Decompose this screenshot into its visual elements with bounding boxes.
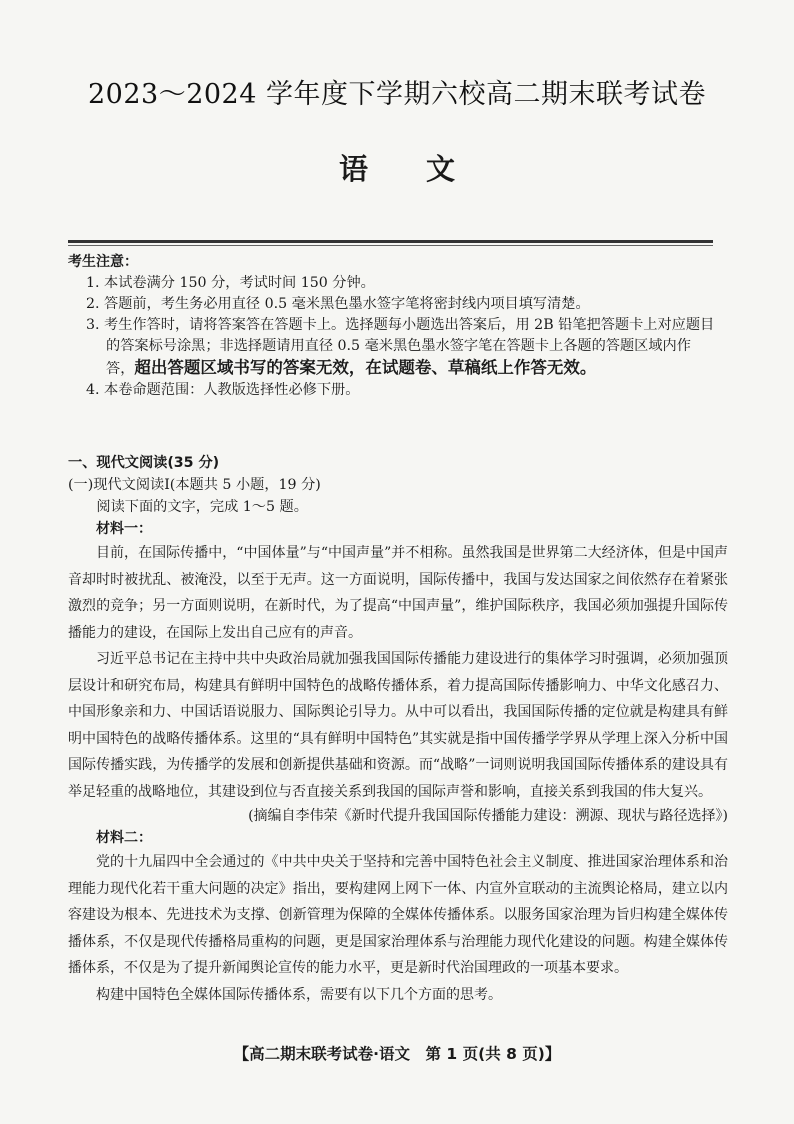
material-2-label: 材料二： — [96, 830, 152, 846]
notice-heading: 考生注意： — [68, 254, 138, 270]
candidate-notice — [68, 252, 718, 401]
material-2-paragraph-1: 党的十九届四中全会通过的《中共中央关于坚持和完善中国特色社会主义制度、推进国家治理体系和治理能力现代化若干重大问题的决定》指出，要构建网上网下一体、内宣外宣联动的主流舆论格局，建立以内容建设为根本、先进技术为支撑、创新管理为保障的全媒体传播体系。以服务国家治理为旨归构建全媒体传播体系，不仅是现代传播格局重构的问题，更是国家治理体系与治理能力现代化建设的问题。构建全媒体传播体系，不仅是为了提升新闻舆论宣传的能力水平，更是新时代治国理政的一项基本要求。 — [68, 854, 728, 976]
section-heading: 一、现代文阅读(35 分) — [68, 455, 220, 471]
material-2-paragraph-2: 构建中国特色全媒体国际传播体系，需要有以下几个方面的思考。 — [96, 986, 502, 1003]
subsection-heading: (一)现代文阅读Ⅰ(本题共 5 小题，19 分) — [68, 477, 321, 493]
material-1-paragraph-2: 习近平总书记在主持中共中央政治局就加强我国国际传播能力建设进行的集体学习时强调，必须加强顶层设计和研究布局，构建具有鲜明中国特色的战略传播体系，着力提高国际传播影响力、中华文化感召力、中国形象亲和力、中国话语说服力、国际舆论引导力。从中可以看出，我国国际传播的定位就是构建具有鲜明中国特色的战略传播体系。这里的“具有鲜明中国特色”其实就是指中国传播学学界从学理上深入分析中国国际传播实践，为传播学的发展和创新提供基础和资源。而“战略”一词则说明我国国际传播体系的建设具有举足轻重的战略地位，其建设到位与否直接关系到我国的国际声誉和影响，直接关系到我国的伟大复兴。 — [68, 651, 728, 800]
material-1-label: 材料一： — [96, 521, 152, 537]
notice-item-1: 1. 本试卷满分 150 分，考试时间 150 分钟。 — [86, 275, 375, 291]
notice-item-2: 2. 答题前，考生务必用直径 0.5 毫米黑色墨水签字笔将密封线内项目填写清楚。 — [86, 296, 590, 312]
material-1-paragraph-1: 目前，在国际传播中，“中国体量”与“中国声量”并不相称。虽然我国是世界第二大经济体，但是中国声音却时时被扰乱、被淹没，以至于无声。这一方面说明，国际传播中，我国与发达国家之间依然存在着紧张激烈的竞争；另一方面则说明，在新时代，为了提高“中国声量”，维护国际秩序，我国必须加强提升国际传播能力的建设，在国际上发出自己应有的声音。 — [68, 545, 728, 641]
page-footer: 【高二期末联考试卷·语文 第 1 页(共 8 页)】 — [233, 1045, 561, 1063]
notice-item-3 — [68, 315, 718, 380]
notice-item-4: 4. 本卷命题范围：人教版选择性必修下册。 — [86, 382, 360, 398]
exam-title: 2023～2024 学年度下学期六校高二期末联考试卷 — [87, 79, 706, 110]
header-divider — [68, 240, 713, 243]
reading-section — [68, 452, 728, 1008]
notice-item-3-text: 3. 考生作答时，请将答案答在答题卡上。选择题每小题选出答案后，用 2B 铅笔把答题卡上对应题目的答案标号涂黑；非选择题请用直径 0.5 毫米黑色墨水签字笔在答题卡上各题的答题区域内作答， — [86, 317, 715, 377]
section-instruction: 阅读下面的文字，完成 1～5 题。 — [96, 499, 308, 515]
subject-title: 语文 — [338, 152, 513, 186]
header-divider-thin — [68, 245, 713, 246]
notice-item-3-emphasis: 超出答题区域书写的答案无效，在试题卷、草稿纸上作答无效。 — [134, 358, 597, 377]
material-1-source: (摘编自李伟荣《新时代提升我国国际传播能力建设：溯源、现状与路径选择》) — [248, 808, 728, 824]
